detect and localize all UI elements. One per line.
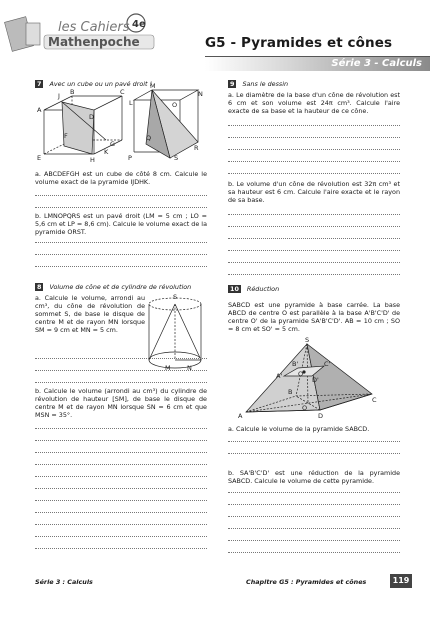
svg-text:J: J [58,92,60,100]
svg-text:A: A [238,412,243,420]
serie-label: Série 3 - Calculs [331,58,422,69]
svg-text:L: L [129,99,133,107]
svg-text:A': A' [276,372,283,380]
svg-text:O: O [172,101,178,109]
svg-text:S: S [174,154,179,162]
logo-main: Mathenpoche [48,35,140,49]
ex10-pyramid-figure [232,336,392,424]
ex9-title: Sans le dessin [242,80,289,88]
svg-text:N: N [198,90,203,98]
svg-text:M: M [165,364,171,372]
svg-text:K: K [104,148,109,156]
ex10-header [228,285,279,293]
svg-text:C: C [372,396,377,404]
svg-text:A: A [37,106,42,114]
footer-chapter: Chapitre G5 : Pyramides et cônes [246,578,367,586]
mathenpoche-logo [8,13,158,53]
svg-text:N: N [187,364,192,372]
ex9-question-b: b. Le volume d'un cône de révolution est 32π cm³ et sa hauteur est 6 cm. Calcule l'aire exacte et le rayon de sa base. [228,180,400,204]
svg-text:S: S [173,293,178,301]
ex8-cone-figure [145,290,207,380]
ex7-header [35,80,152,88]
page-number: 119 [390,574,412,588]
svg-text:Q: Q [146,134,152,142]
svg-text:M: M [150,82,156,90]
ex10-question-a: a. Calcule le volume de la pyramide SABCD. [228,425,370,433]
svg-text:O': O' [298,370,305,378]
svg-text:D: D [318,412,324,420]
ex7-question-a: a. ABCDEFGH est un cube de côté 8 cm. Calcule le volume exact de la pyramide IJDHK. [35,170,207,186]
svg-text:D': D' [312,376,319,384]
serie-band [205,57,430,71]
ex7-question-b: b. LMNOPQRS est un pavé droit (LM = 5 cm ; LO = 5,6 cm et LP = 8,6 cm). Calcule le volume exact de la pyramide ORST. [35,212,207,236]
svg-text:E: E [37,154,42,162]
ex10-question-b: b. SA'B'C'D' est une réduction de la pyramide SABCD. Calcule le volume de cette pyramide. [228,469,400,485]
svg-text:H: H [90,156,95,164]
logo-grade: 4e [132,19,146,30]
svg-text:C: C [120,88,125,96]
svg-text:D: D [89,113,95,121]
footer-series: Série 3 : Calculs [35,578,93,586]
svg-text:R: R [194,144,199,152]
svg-text:B: B [288,388,293,396]
svg-text:B': B' [292,360,299,368]
ex7-title: Avec un cube ou un pavé droit ! [49,80,153,88]
ex9-question-a: a. Le diamètre de la base d'un cône de révolution est 6 cm et son volume est 24π cm³. Calcule l'aire exacte de sa base et la hauteur de ce cône. [228,91,400,115]
svg-text:F: F [64,132,68,140]
svg-text:G: G [110,140,116,148]
logo-script: les Cahiers [58,20,130,35]
ex8-question-b: b. Calcule le volume (arrondi au cm³) du cylindre de révolution de hauteur [SM], de base le disque de centre M et de rayon MN lorsque SN = 6 cm et que MSN = 35°. [35,387,207,419]
ex10-number: 10 [230,285,239,293]
ex8-number: 8 [37,283,42,291]
svg-text:B: B [70,88,75,96]
ex10-intro: SABCD est une pyramide à base carrée. La base ABCD de centre O est parallèle à la base A'B'C'D' de centre O' de la pyramide SA'B'C'D'. AB = 10 cm ; SO = 8 cm et SO' = 5 cm. [228,301,400,333]
svg-text:O: O [302,404,308,412]
svg-text:S: S [305,336,310,344]
svg-text:C': C' [324,360,331,368]
ex9-number: 9 [230,80,235,88]
ex8-title: Volume de cône et de cylindre de révolution [49,283,192,291]
svg-text:P: P [128,154,132,162]
ex10-title: Réduction [246,285,280,293]
ex9-header [228,80,288,88]
ex7-number: 7 [37,80,42,88]
ex8-question-a: a. Calcule le volume, arrondi au cm³, du cône de révolution de sommet S, de base le disque de centre M et de rayon MN lorsque SM = 9 cm et MN = 5 cm. [35,294,145,334]
page-title: G5 - Pyramides et cônes [205,35,393,51]
